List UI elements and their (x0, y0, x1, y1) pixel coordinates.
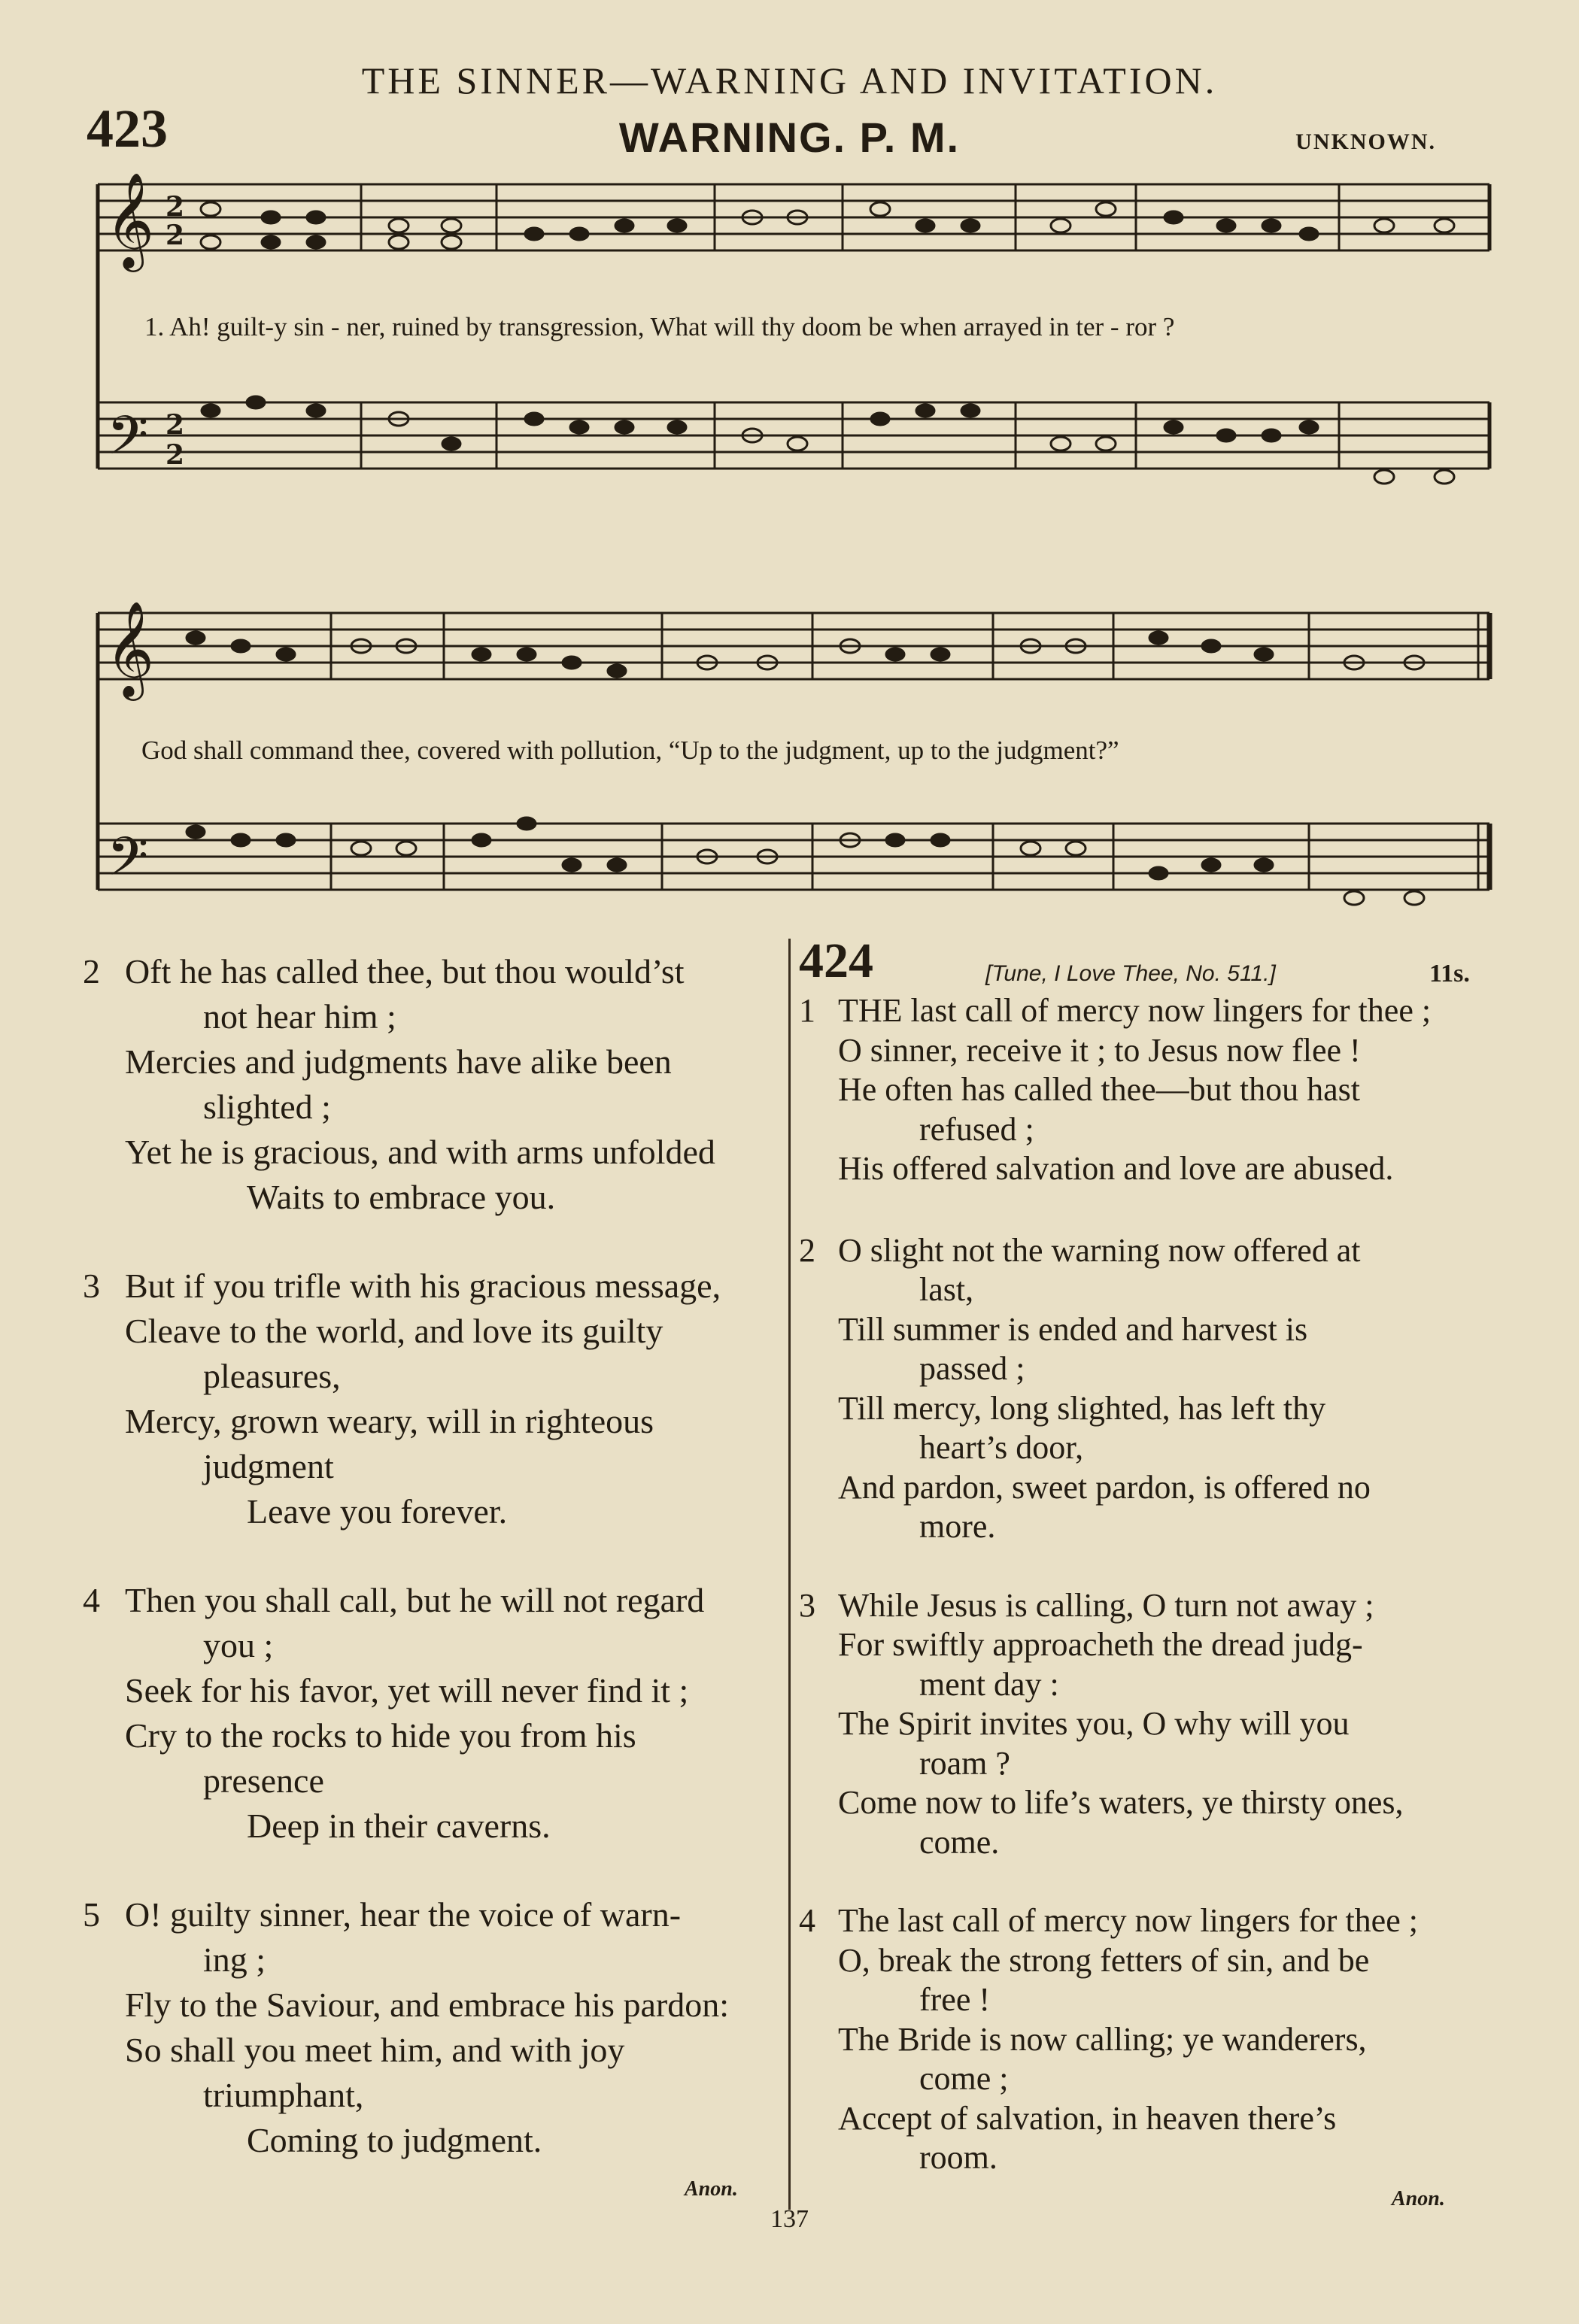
hymn-423-verses (83, 949, 782, 2163)
composer: UNKNOWN. (1295, 129, 1436, 154)
verse-line: Till summer is ended and harvest is (838, 1310, 1308, 1348)
verse-line: not hear him ; (203, 997, 396, 1036)
verse-number: 1 (799, 992, 815, 1029)
page-number: 137 (770, 2205, 809, 2233)
verse-line: pleasures, (203, 1357, 341, 1395)
verse-line: THE last call of mercy now lingers for thee ; (838, 992, 1432, 1029)
verse-line: So shall you meet him, and with joy (125, 2031, 625, 2069)
verse-424-2 (799, 1231, 1502, 1547)
lyrics-system-2: God shall command thee, covered with pollution, “Up to the judgment, up to the judgment?” (141, 736, 1119, 765)
verse-line: Accept of salvation, in heaven there’s (838, 2099, 1337, 2137)
verse-line: O slight not the warning now offered at (838, 1231, 1361, 1269)
verse-line: free ! (919, 1981, 991, 2018)
verse-line: Waits to embrace you. (247, 1178, 556, 1216)
tune-name: WARNING. P. M. (618, 114, 961, 161)
verse-line: But if you trifle with his gracious message, (125, 1267, 721, 1305)
verse-line: presence (203, 1761, 324, 1800)
verse-line: Mercies and judgments have alike been (125, 1042, 672, 1081)
verse-line: slighted ; (203, 1088, 331, 1126)
svg-text:𝄞: 𝄞 (105, 171, 155, 268)
verse-424-1 (799, 991, 1502, 1189)
hymn-424-verses (799, 991, 1502, 2178)
verse-424-3 (799, 1586, 1502, 1863)
verse-line: O sinner, receive it ; to Jesus now flee ! (838, 1031, 1361, 1069)
verse-line: roam ? (919, 1744, 1010, 1782)
verse-number: 5 (83, 1895, 100, 1934)
svg-text:2: 2 (165, 409, 185, 441)
verse-line: The Spirit invites you, O why will you (838, 1705, 1350, 1742)
verse-line: And pardon, sweet pardon, is offered no (838, 1468, 1371, 1506)
verse-line: Come now to life’s waters, ye thirsty ones, (838, 1784, 1404, 1821)
music-staff-graphic-1 (90, 169, 1497, 515)
svg-text:𝄢: 𝄢 (107, 826, 149, 901)
verse-number: 4 (83, 1581, 100, 1619)
verse-line: Seek for his favor, yet will never find it ; (125, 1671, 689, 1710)
svg-text:𝄞: 𝄞 (105, 600, 155, 696)
verse-423-4 (83, 1578, 782, 1849)
verse-line: O, break the strong fetters of sin, and be (838, 1941, 1370, 1979)
verse-number: 3 (799, 1586, 815, 1624)
verse-line: While Jesus is calling, O turn not away ; (838, 1586, 1374, 1624)
verse-line: refused ; (919, 1110, 1034, 1148)
verse-line: heart’s door, (919, 1429, 1084, 1466)
svg-text:2: 2 (165, 191, 185, 223)
verse-line: last, (919, 1271, 974, 1308)
verse-line: come. (919, 1823, 1000, 1861)
verse-line: O! guilty sinner, hear the voice of warn- (125, 1895, 682, 1934)
verse-line: passed ; (919, 1350, 1025, 1387)
verse-line: triumphant, (203, 2076, 364, 2114)
verse-line: For swiftly approacheth the dread judg- (838, 1626, 1363, 1663)
lyrics-system-1: 1. Ah! guilt-y sin - ner, ruined by transgression, What will thy doom be when arrayed in ter - ror ? (144, 312, 1175, 341)
verse-line: Oft he has called thee, but thou would’st (125, 952, 685, 991)
verse-line: He often has called thee—but thou hast (838, 1071, 1361, 1108)
svg-text:2: 2 (165, 439, 185, 471)
verse-line: The last call of mercy now lingers for thee ; (838, 1902, 1418, 1939)
verse-line: more. (919, 1508, 996, 1545)
attribution-424: Anon. (1392, 2187, 1445, 2210)
verse-line: The Bride is now calling; ye wanderers, (838, 2020, 1367, 2058)
verse-line: Then you shall call, but he will not regard (125, 1581, 705, 1619)
verse-line: His offered salvation and love are abused. (838, 1150, 1394, 1187)
verse-number: 3 (83, 1267, 100, 1305)
hymn-number-423: 423 (87, 99, 168, 159)
tune-reference: [Tune, I Love Thee, No. 511.] (985, 961, 1276, 986)
hymn-number-424: 424 (799, 933, 873, 988)
verse-423-5 (83, 1892, 782, 2163)
verse-number: 2 (799, 1231, 815, 1269)
verse-line: Coming to judgment. (247, 2121, 542, 2159)
section-title: THE SINNER—WARNING AND INVITATION. (361, 59, 1218, 102)
verse-line: Yet he is gracious, and with arms unfolded (125, 1133, 715, 1171)
verse-424-4 (799, 1901, 1502, 2178)
verse-line: Leave you forever. (247, 1492, 508, 1531)
attribution-423: Anon. (685, 2177, 738, 2201)
verse-line: judgment (203, 1447, 334, 1485)
verse-line: ment day : (919, 1665, 1059, 1703)
verse-line: come ; (919, 2060, 1009, 2097)
meter: 11s. (1429, 960, 1470, 988)
verse-line: room. (919, 2139, 998, 2176)
verse-line: you ; (203, 1626, 274, 1664)
svg-text:𝄢: 𝄢 (107, 405, 149, 480)
verse-423-3 (83, 1264, 782, 1534)
verse-line: Cleave to the world, and love its guilty (125, 1312, 663, 1350)
verse-line: Till mercy, long slighted, has left thy (838, 1389, 1326, 1427)
verse-line: Mercy, grown weary, will in righteous (125, 1402, 654, 1440)
verse-line: Deep in their caverns. (247, 1807, 551, 1845)
verse-number: 2 (83, 952, 100, 991)
verse-line: Fly to the Saviour, and embrace his pardon: (125, 1986, 729, 2024)
column-divider (788, 939, 791, 2210)
verse-423-2 (83, 949, 782, 1220)
verse-line: ing ; (203, 1940, 266, 1979)
verse-number: 4 (799, 1902, 815, 1939)
verse-line: Cry to the rocks to hide you from his (125, 1716, 636, 1755)
svg-text:2: 2 (165, 220, 185, 251)
music-system-1 (90, 169, 1497, 515)
